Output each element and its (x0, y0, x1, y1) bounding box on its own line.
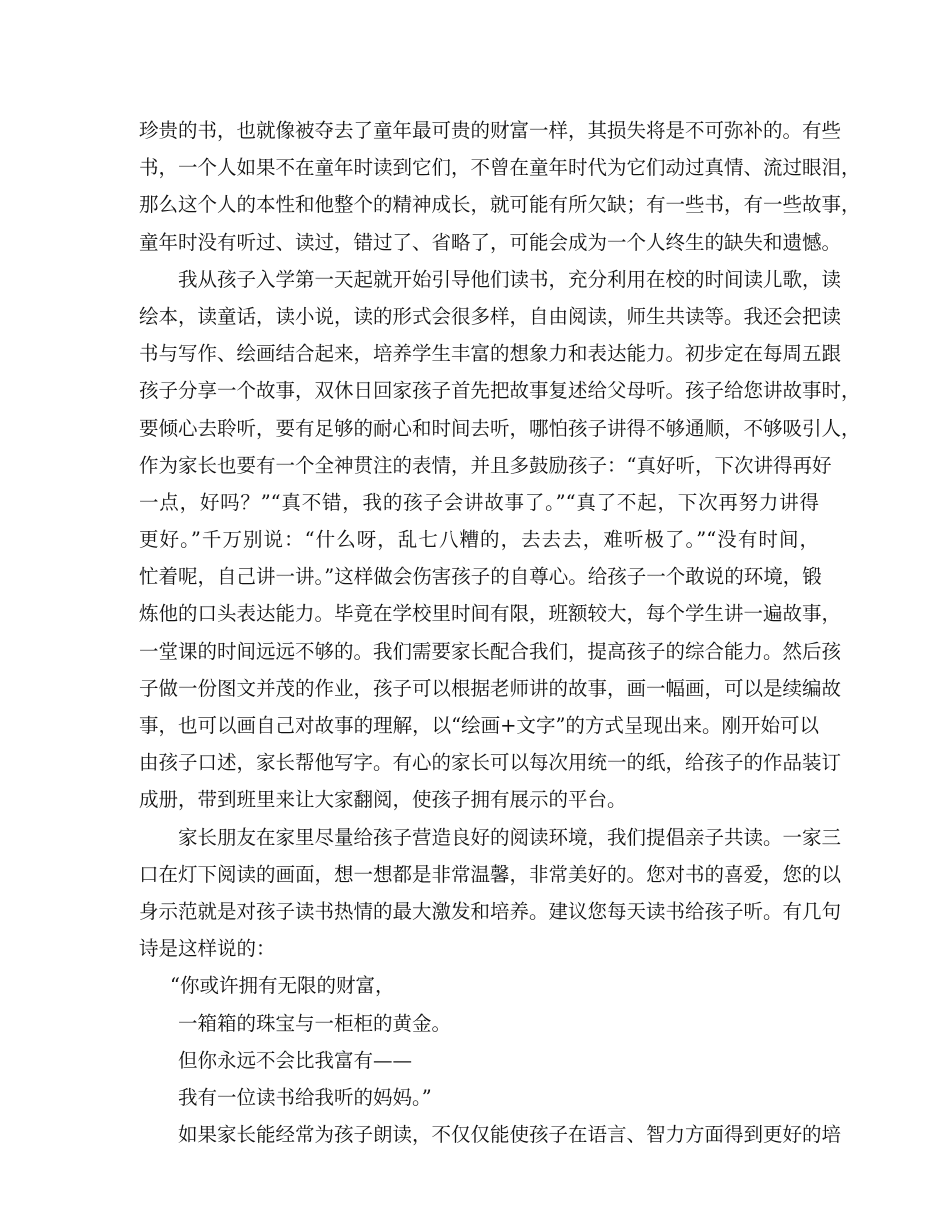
text-line: 由孩子口述，家长帮他写字。有心的家长可以每次用统一的纸，给孩子的作品装订 (139, 751, 842, 775)
text-line: 子做一份图文并茂的作业，孩子可以根据老师讲的故事，画一幅画，可以是续编故 (139, 676, 842, 700)
poem-line: 我有一位读书给我听的妈妈。” (178, 1085, 432, 1109)
text-line: 那么这个人的本性和他整个的精神成长，就可能有所欠缺；有一些书，有一些故事， (139, 193, 861, 217)
paragraph-first-line: 我从孩子入学第一天起就开始引导他们读书，充分利用在校的时间读儿歌，读 (178, 267, 842, 291)
text-line: 童年时没有听过、读过，错过了、省略了，可能会成为一个人终生的缺失和遗憾。 (139, 230, 842, 254)
body-text (139, 112, 861, 1153)
text-line: 成册，带到班里来让大家翻阅，使孩子拥有展示的平台。 (139, 788, 627, 812)
poem-line: “你或许拥有无限的财富， (170, 974, 395, 998)
text-line: 一堂课的时间远远不够的。我们需要家长配合我们，提高孩子的综合能力。然后孩 (139, 639, 842, 663)
paragraph-first-line: 家长朋友在家里尽量给孩子营造良好的阅读环境，我们提倡亲子共读。一家三 (178, 825, 842, 849)
text-line: 事，也可以画自己对故事的理解，以“绘画+文字”的方式呈现出来。刚开始可以 (139, 714, 819, 737)
text-line: 炼他的口头表达能力。毕竟在学校里时间有限，班额较大，每个学生讲一遍故事， (139, 602, 842, 626)
text-line: 珍贵的书，也就像被夺去了童年最可贵的财富一样，其损失将是不可弥补的。有些 (139, 119, 842, 142)
text-line: 书，一个人如果不在童年时读到它们，不曾在童年时代为它们动过真情、流过眼泪， (139, 156, 861, 180)
text-line: 书与写作、绘画结合起来，培养学生丰富的想象力和表达能力。初步定在每周五跟 (139, 342, 842, 366)
text-line: 忙着呢，自己讲一讲。”这样做会伤害孩子的自尊心。给孩子一个敢说的环境，锻 (139, 565, 822, 589)
text-line: 更好。”千万别说：“什么呀，乱七八糟的，去去去，难听极了。”“没有时间， (139, 528, 819, 552)
text-line: 身示范就是对孩子读书热情的最大激发和培养。建议您每天读书给孩子听。有几句 (139, 899, 842, 923)
text-line: 作为家长也要有一个全神贯注的表情，并且多鼓励孩子：“真好听，下次讲得再好 (139, 453, 832, 477)
text-line: 诗是这样说的： (139, 937, 276, 961)
text-line: 一点，好吗？”“真不错，我的孩子会讲故事了。”“真了不起，下次再努力讲得 (139, 490, 819, 514)
text-line: 绘本，读童话，读小说，读的形式会很多样，自由阅读，师生共读等。我还会把读 (139, 304, 842, 328)
poem-line: 但你永远不会比我富有—— (178, 1048, 413, 1072)
text-line: 口在灯下阅读的画面，想一想都是非常温馨，非常美好的。您对书的喜爱，您的以 (139, 862, 842, 886)
poem-line: 一箱箱的珠宝与一柜柜的黄金。 (178, 1011, 452, 1035)
text-line: 要倾心去聆听，要有足够的耐心和时间去听，哪怕孩子讲得不够通顺，不够吸引人， (139, 416, 861, 440)
text-line: 孩子分享一个故事，双休日回家孩子首先把故事复述给父母听。孩子给您讲故事时， (139, 379, 861, 403)
paragraph-first-line: 如果家长能经常为孩子朗读，不仅仅能使孩子在语言、智力方面得到更好的培 (178, 1123, 842, 1147)
